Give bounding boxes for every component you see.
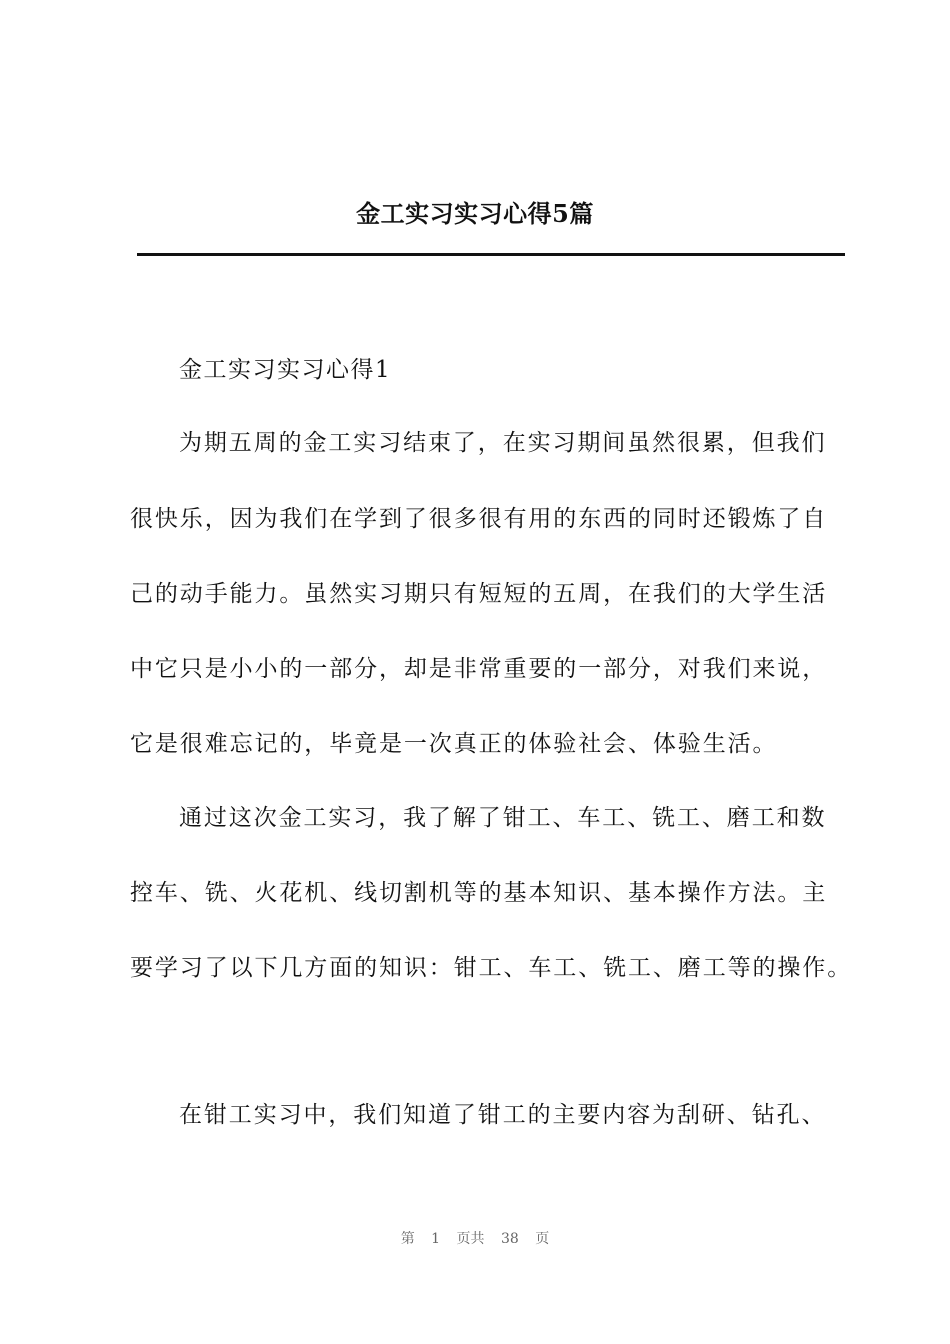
paragraph-line: 为期五周的金工实习结束了，在实习期间虽然很累，但我们 <box>179 430 827 456</box>
page-title: 金工实习实习心得5篇 <box>356 199 594 228</box>
footer-label-pages: 页 <box>535 1231 550 1247</box>
footer-label-page: 第 <box>400 1231 415 1247</box>
paragraph-line: 通过这次金工实习，我了解了钳工、车工、铣工、磨工和数 <box>179 805 827 831</box>
paragraph-line: 己的动手能力。虽然实习期只有短短的五周，在我们的大学生活 <box>130 581 828 607</box>
paragraph-line: 中它只是小小的一部分，却是非常重要的一部分，对我们来说， <box>130 656 828 682</box>
section-heading: 金工实习实习心得1 <box>179 357 392 383</box>
page-footer <box>0 1228 950 1250</box>
paragraph-line: 控车、铣、火花机、线切割机等的基本知识、基本操作方法。主 <box>130 880 828 906</box>
paragraph-line: 要学习了以下几方面的知识：钳工、车工、铣工、磨工等的操作。 <box>130 955 853 981</box>
paragraph-line: 它是很难忘记的，毕竟是一次真正的体验社会、体验生活。 <box>130 731 778 757</box>
paragraph-line: 很快乐，因为我们在学到了很多很有用的东西的同时还锻炼了自 <box>130 506 828 532</box>
paragraph-line: 在钳工实习中，我们知道了钳工的主要内容为刮研、钻孔、 <box>179 1102 827 1128</box>
footer-label-of: 页共 <box>456 1231 485 1247</box>
title-divider <box>137 253 845 256</box>
footer-current-page: 1 <box>431 1231 441 1247</box>
footer-total-pages: 38 <box>501 1231 519 1247</box>
